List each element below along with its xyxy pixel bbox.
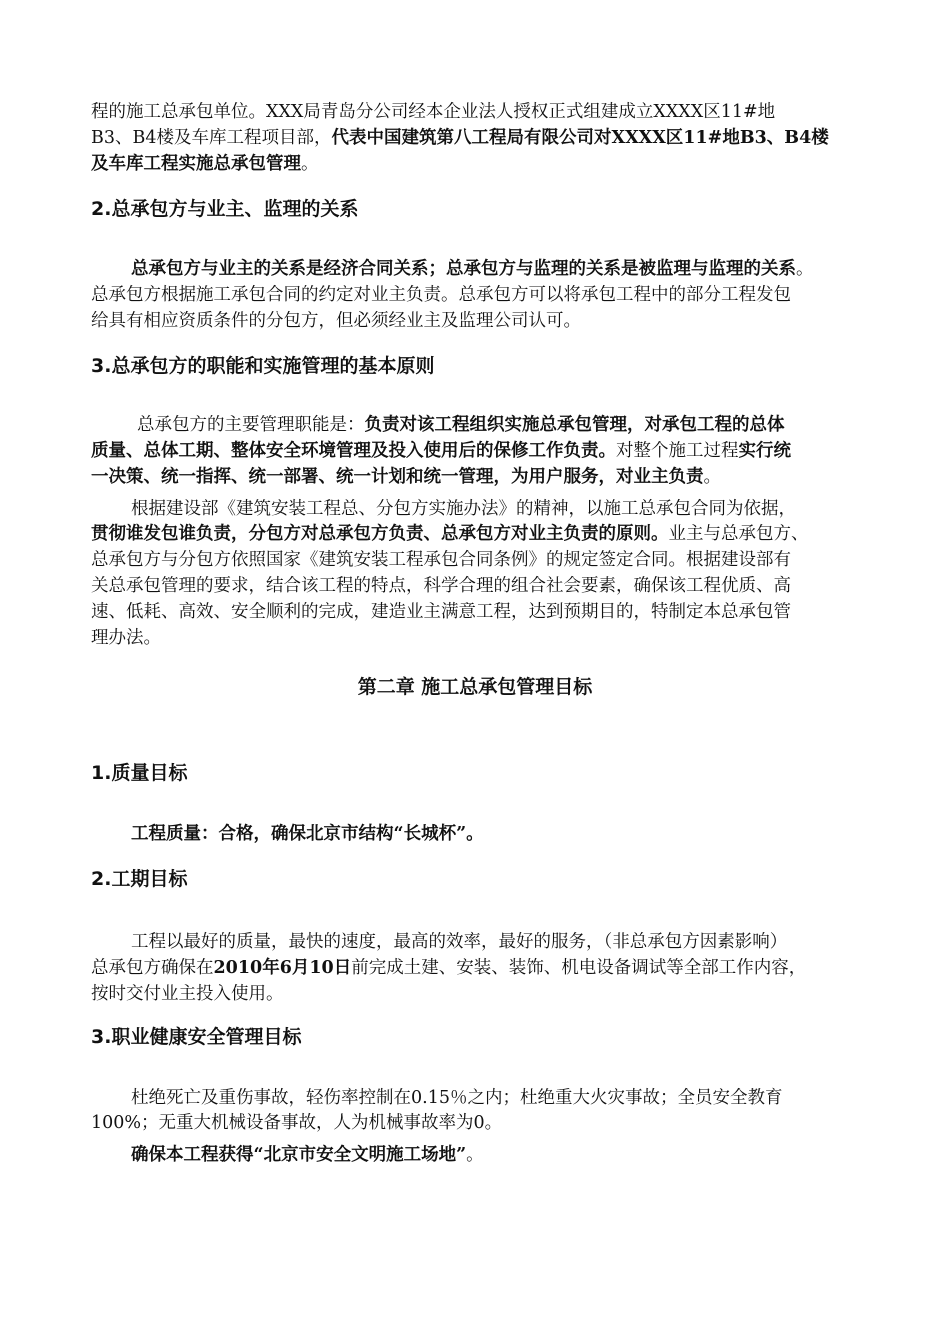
paragraph-line: 总承包方与业主的关系是经济合同关系；总承包方与监理的关系是被监理与监理的关系。 xyxy=(131,259,814,279)
paragraph-line: 杜绝死亡及重伤事故，轻伤率控制在0.15％之内；杜绝重大火灾事故；全员安全教育 xyxy=(131,1088,783,1108)
paragraph-line: 程的施工总承包单位。XXX局青岛分公司经本企业法人授权正式组建成立XXXX区11#地 xyxy=(91,102,776,122)
chapter-title: 第二章 施工总承包管理目标 xyxy=(357,676,593,698)
paragraph-line: 按时交付业主投入使用。 xyxy=(91,984,284,1004)
section-heading: 3.总承包方的职能和实施管理的基本原则 xyxy=(91,355,435,377)
paragraph-line: 给具有相应资质条件的分包方，但必须经业主及监理公司认可。 xyxy=(91,311,581,331)
paragraph-line: 质量、总体工期、整体安全环境管理及投入使用后的保修工作负责。对整个施工过程实行统 xyxy=(91,441,791,461)
paragraph-line: 工程质量：合格，确保北京市结构“长城杯”。 xyxy=(131,824,484,844)
paragraph-line: 工程以最好的质量，最快的速度，最高的效率，最好的服务，（非总承包方因素影响） xyxy=(131,932,788,952)
paragraph-line: 总承包方的主要管理职能是：负责对该工程组织实施总承包管理，对承包工程的总体 xyxy=(137,415,785,435)
paragraph-line: B3、B4楼及车库工程项目部，代表中国建筑第八工程局有限公司对XXXX区11#地B3、B4楼 xyxy=(91,128,829,148)
paragraph-line: 一决策、统一指挥、统一部署、统一计划和统一管理，为用户服务，对业主负责。 xyxy=(91,467,721,487)
paragraph-line: 总承包方根据施工承包合同的约定对业主负责。总承包方可以将承包工程中的部分工程发包 xyxy=(91,285,791,305)
section-heading: 1.质量目标 xyxy=(91,762,188,784)
paragraph-line: 及车库工程实施总承包管理。 xyxy=(91,154,319,174)
paragraph-line: 确保本工程获得“北京市安全文明施工场地”。 xyxy=(131,1145,484,1165)
paragraph-line: 根据建设部《建筑安装工程总、分包方实施办法》的精神，以施工总承包合同为依据， xyxy=(131,499,796,519)
section-heading: 2.工期目标 xyxy=(91,868,188,890)
paragraph-line: 总承包方与分包方依照国家《建筑安装工程承包合同条例》的规定签定合同。根据建设部有 xyxy=(91,550,791,570)
paragraph-line: 100%；无重大机械设备事故，人为机械事故率为0。 xyxy=(91,1113,503,1133)
section-heading: 2.总承包方与业主、监理的关系 xyxy=(91,198,359,220)
paragraph-line: 贯彻谁发包谁负责，分包方对总承包方负责、总承包方对业主负责的原则。业主与总承包方、 xyxy=(91,524,809,544)
paragraph-line: 理办法。 xyxy=(91,628,161,648)
section-heading: 3.职业健康安全管理目标 xyxy=(91,1026,302,1048)
paragraph-line: 总承包方确保在2010年6月10日前完成土建、安装、装饰、机电设备调试等全部工作内容， xyxy=(91,958,807,978)
paragraph-line: 速、低耗、高效、安全顺利的完成，建造业主满意工程，达到预期目的，特制定本总承包管 xyxy=(91,602,791,622)
paragraph-line: 关总承包管理的要求，结合该工程的特点，科学合理的组合社会要素，确保该工程优质、高 xyxy=(91,576,791,596)
